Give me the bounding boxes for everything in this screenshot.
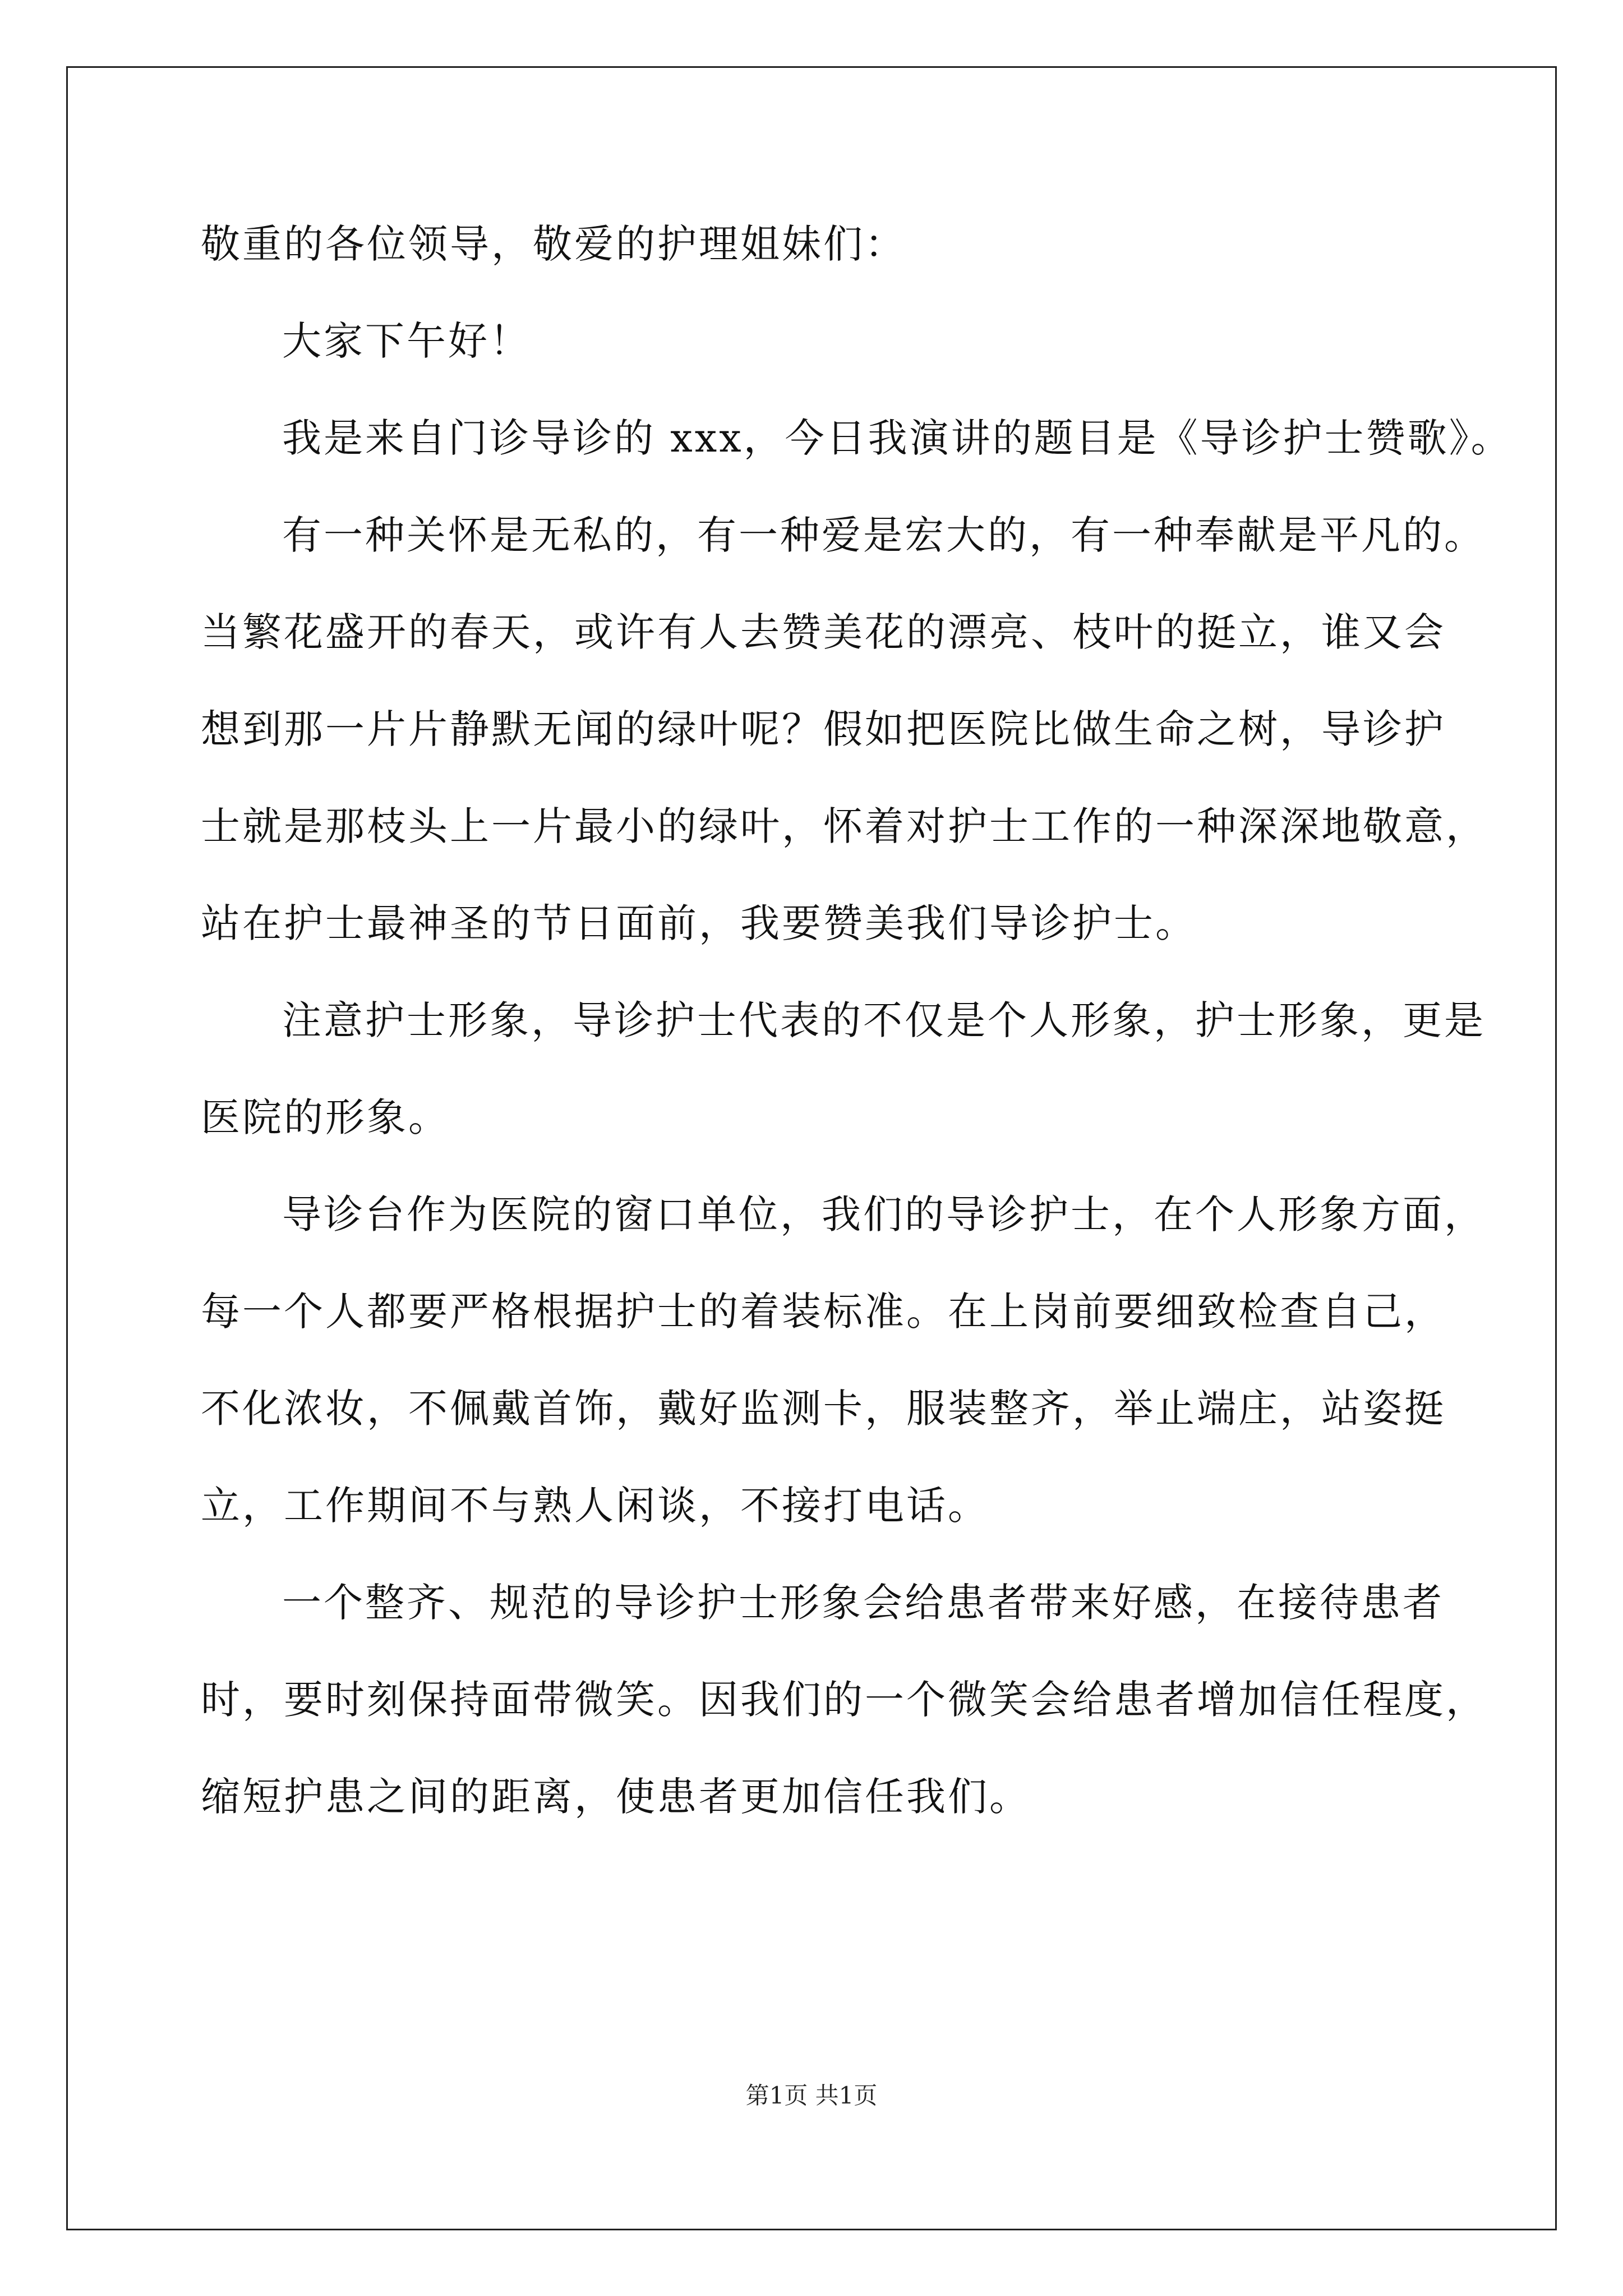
paragraph-line: 不化浓妆，不佩戴首饰，戴好监测卡，服装整齐，举止端庄，站姿挺 [201, 1386, 1446, 1432]
paragraph-line: 当繁花盛开的春天，或许有人去赞美花的漂亮、枝叶的挺立，谁又会 [201, 609, 1446, 655]
paragraph-line: 有一种关怀是无私的，有一种爱是宏大的，有一种奉献是平凡的。 [282, 512, 1486, 558]
paragraph-line: 立，工作期间不与熟人闲谈，不接打电话。 [201, 1483, 989, 1529]
paragraph-line: 每一个人都要严格根据护士的着装标准。在上岗前要细致检查自己， [201, 1289, 1446, 1335]
greeting-line: 大家下午好！ [282, 318, 531, 364]
paragraph-line: 医院的形象。 [201, 1094, 450, 1140]
page-number-footer: 第1页 共1页 [745, 2082, 878, 2109]
paragraph-line: 导诊台作为医院的窗口单位，我们的导诊护士，在个人形象方面， [282, 1191, 1486, 1237]
paragraph-line: 我是来自门诊导诊的 xxx，今日我演讲的题目是《导诊护士赞歌》。 [282, 415, 1513, 461]
paragraph-line: 缩短护患之间的距离，使患者更加信任我们。 [201, 1774, 1031, 1820]
paragraph-line: 想到那一片片静默无闻的绿叶呢？假如把医院比做生命之树，导诊护 [201, 706, 1446, 752]
paragraph-line: 一个整齐、规范的导诊护士形象会给患者带来好感，在接待患者 [282, 1580, 1444, 1626]
paragraph-line: 士就是那枝头上一片最小的绿叶，怀着对护士工作的一种深深地敬意， [201, 803, 1487, 849]
paragraph-line: 注意护士形象，导诊护士代表的不仅是个人形象，护士形象，更是 [282, 997, 1486, 1043]
paragraph-line: 时，要时刻保持面带微笑。因我们的一个微笑会给患者增加信任程度， [201, 1677, 1487, 1723]
paragraph-line: 站在护士最神圣的节日面前，我要赞美我们导诊护士。 [201, 900, 1197, 946]
salutation-line: 敬重的各位领导，敬爱的护理姐妹们： [201, 221, 906, 267]
page-border [66, 66, 1557, 2230]
